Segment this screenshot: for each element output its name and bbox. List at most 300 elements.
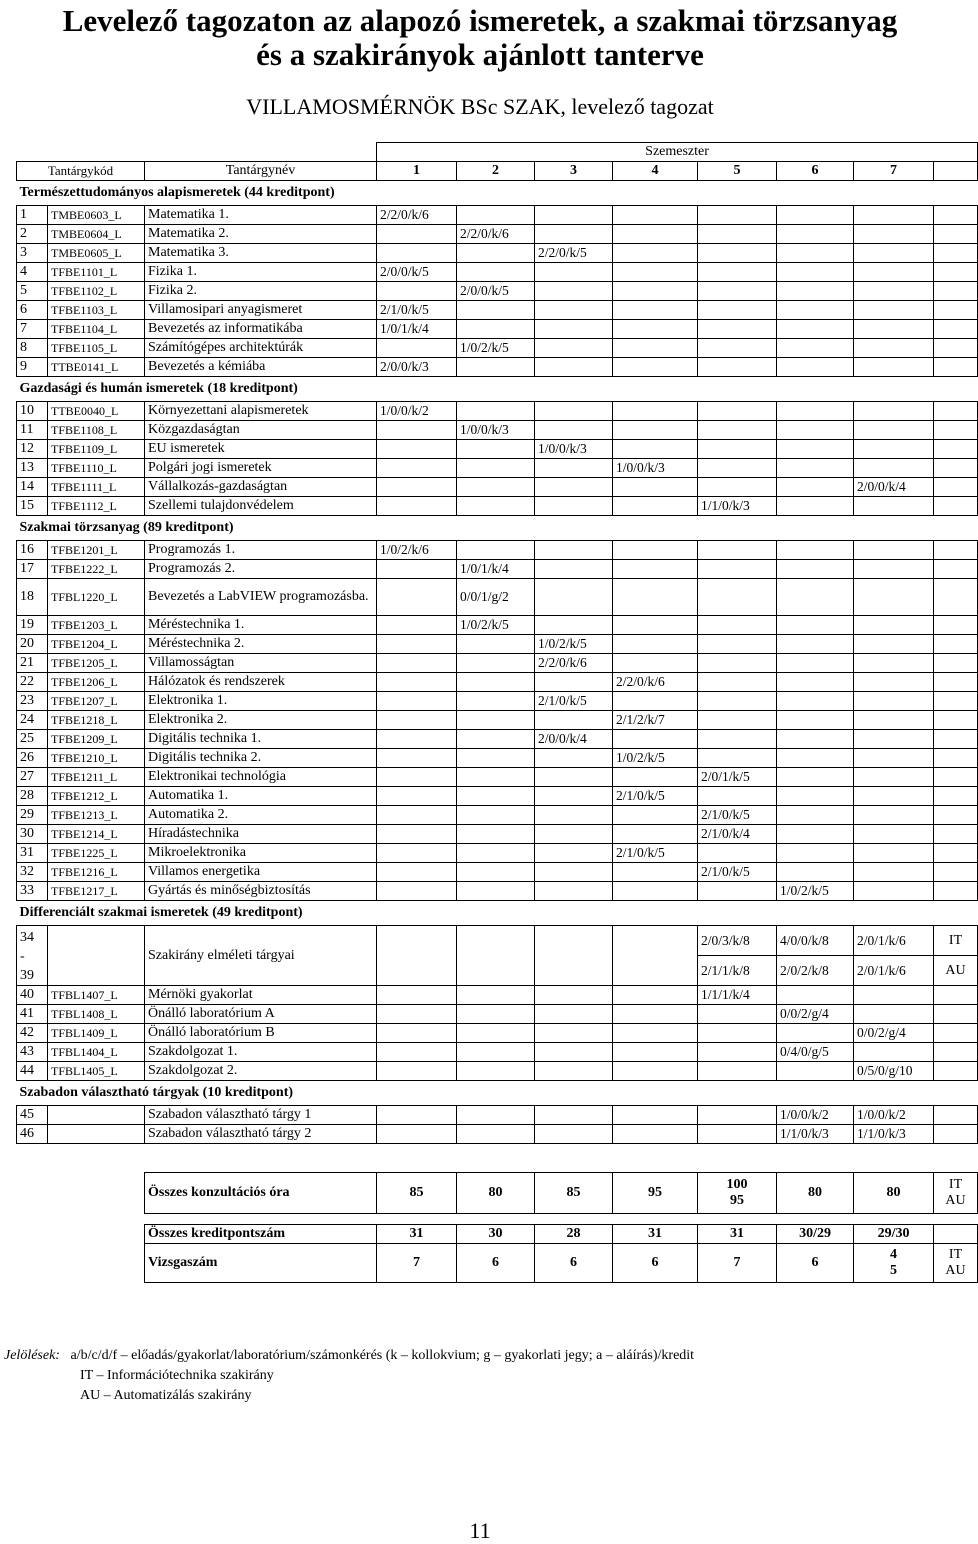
table-cell — [17, 1214, 978, 1225]
semester-value — [854, 986, 934, 1005]
semester-value — [377, 1024, 457, 1043]
semester-number: 4 — [613, 162, 698, 181]
semester-value — [698, 787, 777, 806]
semester-value — [535, 497, 613, 516]
semester-value — [777, 673, 854, 692]
semester-value — [377, 749, 457, 768]
table-cell — [934, 162, 978, 181]
semester-value — [535, 459, 613, 478]
semester-value — [457, 882, 535, 901]
semester-value — [457, 1125, 535, 1144]
semester-value — [854, 402, 934, 421]
semester-value — [854, 825, 934, 844]
semester-value — [854, 692, 934, 711]
table-row — [17, 749, 978, 768]
semester-value — [698, 421, 777, 440]
table-row — [17, 882, 978, 901]
semester-value: 1/0/2/k/5 — [613, 749, 698, 768]
semester-value — [613, 541, 698, 560]
row-number: 4 — [17, 263, 48, 282]
exams-value: 6 — [613, 1244, 698, 1283]
semester-value — [777, 711, 854, 730]
course-name: Bevezetés a kémiába — [145, 358, 377, 377]
row-number: 7 — [17, 320, 48, 339]
semester-value — [613, 1005, 698, 1024]
row-number: 2 — [17, 225, 48, 244]
semester-value — [854, 787, 934, 806]
hours-value — [698, 1173, 777, 1214]
semester-value — [854, 320, 934, 339]
semester-value — [777, 244, 854, 263]
table-cell — [934, 654, 978, 673]
table-cell — [934, 1225, 978, 1244]
semester-value — [854, 421, 934, 440]
section-title: Differenciált szakmai ismeretek (49 kreditpont) — [17, 901, 978, 926]
semester-value — [777, 440, 854, 459]
table-cell — [934, 206, 978, 225]
semester-value — [854, 863, 934, 882]
hours-value: 80 — [777, 1173, 854, 1214]
semester-value — [698, 478, 777, 497]
exams-7a: 4 — [890, 1247, 898, 1262]
semester-value — [777, 768, 854, 787]
course-name: Automatika 1. — [145, 787, 377, 806]
table-cell — [934, 320, 978, 339]
semester-value — [698, 541, 777, 560]
table-cell — [934, 986, 978, 1005]
course-name: Programozás 1. — [145, 541, 377, 560]
semester-value — [377, 1062, 457, 1081]
semester-value — [854, 1043, 934, 1062]
table-cell — [934, 635, 978, 654]
table-row — [17, 206, 978, 225]
semester-value — [535, 787, 613, 806]
semester-value: 1/1/0/k/3 — [698, 497, 777, 516]
table-cell — [934, 711, 978, 730]
semester-value — [613, 358, 698, 377]
course-code: TFBL1407_L — [48, 986, 145, 1005]
exams-label: Vizsgaszám — [145, 1244, 377, 1283]
credits-value: 31 — [698, 1225, 777, 1244]
semester-value — [457, 787, 535, 806]
semester-value: 1/0/2/k/5 — [535, 635, 613, 654]
semester-value — [613, 301, 698, 320]
semester-value — [377, 692, 457, 711]
table-row — [17, 692, 978, 711]
semester-value — [777, 402, 854, 421]
semester-value: 2/0/1/k/6 — [854, 956, 934, 986]
semester-value — [854, 358, 934, 377]
section-row — [17, 516, 978, 541]
semester-value — [377, 730, 457, 749]
row-number: 26 — [17, 749, 48, 768]
semester-value — [777, 497, 854, 516]
course-name: Szakdolgozat 1. — [145, 1043, 377, 1062]
semester-value — [457, 863, 535, 882]
table-cell — [934, 244, 978, 263]
table-row — [17, 654, 978, 673]
semester-value — [854, 730, 934, 749]
semester-value — [777, 263, 854, 282]
semester-value — [535, 1106, 613, 1125]
row-number: 20 — [17, 635, 48, 654]
semester-value — [457, 1024, 535, 1043]
semester-value — [457, 206, 535, 225]
row-number: 10 — [17, 402, 48, 421]
semester-value — [535, 339, 613, 358]
semester-value — [377, 768, 457, 787]
section-row — [17, 901, 978, 926]
course-code: TFBL1405_L — [48, 1062, 145, 1081]
title-line-2: és a szakirányok ajánlott tanterve — [256, 37, 704, 72]
row-number: 24 — [17, 711, 48, 730]
semester-value: 0/0/2/g/4 — [777, 1005, 854, 1024]
course-code — [48, 1106, 145, 1125]
table-cell — [934, 541, 978, 560]
semester-value: 1/0/0/k/2 — [777, 1106, 854, 1125]
semester-value — [457, 825, 535, 844]
code-header: Tantárgykód — [17, 162, 145, 181]
course-code: TFBE1217_L — [48, 882, 145, 901]
title-line-1: Levelező tagozaton az alapozó ismeretek, a szakmai törzsanyag — [62, 3, 898, 38]
table-cell — [934, 440, 978, 459]
semester-value — [854, 301, 934, 320]
semester-value: 2/0/0/k/5 — [457, 282, 535, 301]
table-cell — [934, 825, 978, 844]
semester-value: 1/0/2/k/6 — [377, 541, 457, 560]
semester-value — [613, 440, 698, 459]
semester-value — [698, 692, 777, 711]
semester-value — [613, 1062, 698, 1081]
table-row — [17, 825, 978, 844]
course-name: Programozás 2. — [145, 560, 377, 579]
semester-value — [457, 497, 535, 516]
course-code: TFBL1404_L — [48, 1043, 145, 1062]
table-row — [17, 541, 978, 560]
semester-value — [698, 225, 777, 244]
table-row — [17, 1062, 978, 1081]
semester-value — [457, 478, 535, 497]
row-number: 32 — [17, 863, 48, 882]
semester-value: 2/1/0/k/5 — [613, 844, 698, 863]
semester-value — [613, 263, 698, 282]
semester-value — [854, 225, 934, 244]
semester-value — [613, 320, 698, 339]
semester-value — [613, 282, 698, 301]
table-cell — [934, 263, 978, 282]
semester-value — [535, 402, 613, 421]
semester-value — [535, 301, 613, 320]
semester-value — [613, 986, 698, 1005]
semester-value — [698, 1024, 777, 1043]
semester-value — [377, 1005, 457, 1024]
table-cell — [934, 421, 978, 440]
course-code: TFBE1213_L — [48, 806, 145, 825]
row-number: 18 — [17, 579, 48, 616]
semester-value — [777, 478, 854, 497]
semester-value — [613, 244, 698, 263]
page-number: 11 — [469, 1518, 491, 1543]
semester-value — [854, 206, 934, 225]
semester-value — [535, 1024, 613, 1043]
course-code: TFBE1207_L — [48, 692, 145, 711]
semester-value — [698, 1043, 777, 1062]
row-number: 12 — [17, 440, 48, 459]
semester-value — [777, 730, 854, 749]
semester-value — [535, 282, 613, 301]
table-cell — [934, 768, 978, 787]
section-row — [17, 377, 978, 402]
semester-value — [854, 244, 934, 263]
row-number: 22 — [17, 673, 48, 692]
semester-value — [535, 421, 613, 440]
legend-line-3: AU – Automatizálás szakirány — [80, 1388, 252, 1403]
table-row — [17, 863, 978, 882]
course-name: Matematika 2. — [145, 225, 377, 244]
table-row — [17, 1024, 978, 1043]
legend-line-1: a/b/c/d/f – előadás/gyakorlat/laboratórium/számonkérés (k – kollokvium; g – gyakorlati jegy; a – aláírás)/kredit — [70, 1348, 695, 1363]
course-code: TFBE1203_L — [48, 616, 145, 635]
hours-tag-a: IT — [948, 1177, 963, 1192]
semester-value — [854, 440, 934, 459]
course-code: TFBL1220_L — [48, 579, 145, 616]
table-row — [17, 440, 978, 459]
exams-value: 6 — [535, 1244, 613, 1283]
semester-value — [613, 206, 698, 225]
semester-value — [777, 806, 854, 825]
course-code: TFBE1205_L — [48, 654, 145, 673]
credits-value: 30/29 — [777, 1225, 854, 1244]
hours-5b: 95 — [730, 1193, 745, 1208]
semester-value — [854, 459, 934, 478]
semester-number: 5 — [698, 162, 777, 181]
row-number: 15 — [17, 497, 48, 516]
semester-value — [535, 358, 613, 377]
table-row — [17, 673, 978, 692]
semester-value — [777, 541, 854, 560]
hours-label: Összes konzultációs óra — [145, 1173, 377, 1214]
semester-value — [698, 616, 777, 635]
semester-value — [535, 560, 613, 579]
semester-value: 0/0/2/g/4 — [854, 1024, 934, 1043]
semester-value: 1/0/0/k/3 — [535, 440, 613, 459]
row-number: 33 — [17, 882, 48, 901]
exams-tag-b: AU — [945, 1263, 966, 1278]
course-name: Bevezetés az informatikába — [145, 320, 377, 339]
course-code: TFBE1216_L — [48, 863, 145, 882]
course-name: Digitális technika 2. — [145, 749, 377, 768]
semester-value — [854, 1005, 934, 1024]
semester-value — [457, 1043, 535, 1062]
row-number: 44 — [17, 1062, 48, 1081]
semester-value — [613, 402, 698, 421]
semester-value: 2/1/0/k/4 — [698, 825, 777, 844]
semester-value — [854, 844, 934, 863]
row-number: 27 — [17, 768, 48, 787]
semester-value — [377, 1125, 457, 1144]
semester-value: 2/2/0/k/6 — [535, 654, 613, 673]
row-number: 42 — [17, 1024, 48, 1043]
semester-value — [613, 560, 698, 579]
semester-value — [535, 263, 613, 282]
semester-value — [698, 711, 777, 730]
course-code: TFBE1225_L — [48, 844, 145, 863]
semester-value — [854, 749, 934, 768]
table-row — [17, 301, 978, 320]
semester-value — [777, 863, 854, 882]
semester-value — [854, 711, 934, 730]
course-name: Elektronikai technológia — [145, 768, 377, 787]
course-code: TFBE1104_L — [48, 320, 145, 339]
semester-value — [377, 497, 457, 516]
semester-value — [777, 635, 854, 654]
table-row — [17, 560, 978, 579]
table-cell — [934, 616, 978, 635]
table-cell — [934, 497, 978, 516]
table-cell — [934, 882, 978, 901]
course-name: Önálló laboratórium B — [145, 1024, 377, 1043]
semester-value — [613, 225, 698, 244]
semester-value: 2/1/2/k/7 — [613, 711, 698, 730]
table-cell — [934, 225, 978, 244]
table-row — [17, 787, 978, 806]
course-code: TFBE1210_L — [48, 749, 145, 768]
table-cell — [934, 1173, 978, 1214]
table-row — [17, 616, 978, 635]
semester-value — [535, 749, 613, 768]
semester-value — [854, 560, 934, 579]
semester-value — [613, 579, 698, 616]
exams-value — [854, 1244, 934, 1283]
semester-value — [535, 844, 613, 863]
semester-number: 7 — [854, 162, 934, 181]
legend — [4, 1346, 694, 1406]
table-cell — [934, 806, 978, 825]
exams-value: 6 — [457, 1244, 535, 1283]
semester-value — [698, 244, 777, 263]
table-cell — [934, 730, 978, 749]
semester-value — [698, 263, 777, 282]
semester-value — [854, 806, 934, 825]
semester-value — [535, 579, 613, 616]
semester-value — [377, 787, 457, 806]
row-number: 3 — [17, 244, 48, 263]
hours-value: 80 — [854, 1173, 934, 1214]
semester-value — [613, 497, 698, 516]
semester-value — [535, 1062, 613, 1081]
spec-tag: AU — [934, 956, 978, 986]
table-cell — [934, 478, 978, 497]
semester-value — [535, 1043, 613, 1062]
semester-value — [377, 339, 457, 358]
course-code: TFBL1409_L — [48, 1024, 145, 1043]
semester-value: 1/0/0/k/3 — [457, 421, 535, 440]
table-row — [17, 579, 978, 616]
semester-value: 2/1/0/k/5 — [698, 863, 777, 882]
semester-value: 2/1/0/k/5 — [535, 692, 613, 711]
table-cell — [613, 926, 698, 986]
table-cell — [934, 673, 978, 692]
semester-value — [535, 986, 613, 1005]
course-name: Önálló laboratórium A — [145, 1005, 377, 1024]
semester-value — [613, 339, 698, 358]
course-code: TFBE1109_L — [48, 440, 145, 459]
legend-label: Jelölések: — [4, 1348, 60, 1363]
semester-value: 1/0/1/k/4 — [457, 560, 535, 579]
row-number: 29 — [17, 806, 48, 825]
semester-value — [457, 844, 535, 863]
exams-value: 7 — [377, 1244, 457, 1283]
course-name: Szakirány elméleti tárgyai — [145, 926, 377, 986]
course-name: Villamos energetika — [145, 863, 377, 882]
semester-value — [457, 263, 535, 282]
hours-value: 85 — [535, 1173, 613, 1214]
row-number: 31 — [17, 844, 48, 863]
row-number — [17, 926, 48, 986]
course-name: Hálózatok és rendszerek — [145, 673, 377, 692]
row-number: 28 — [17, 787, 48, 806]
credits-value: 28 — [535, 1225, 613, 1244]
table-row — [17, 339, 978, 358]
semester-value: 1/0/0/k/3 — [613, 459, 698, 478]
semester-value — [854, 882, 934, 901]
semester-value — [457, 320, 535, 339]
course-name: Mérnöki gyakorlat — [145, 986, 377, 1005]
table-cell — [934, 402, 978, 421]
legend-line-2: IT – Információtechnika szakirány — [80, 1368, 274, 1383]
course-name: Automatika 2. — [145, 806, 377, 825]
semester-value — [377, 225, 457, 244]
semester-value — [777, 560, 854, 579]
row-number: 1 — [17, 206, 48, 225]
course-name: Fizika 2. — [145, 282, 377, 301]
course-name: Matematika 1. — [145, 206, 377, 225]
semester-value — [377, 282, 457, 301]
course-name: Szellemi tulajdonvédelem — [145, 497, 377, 516]
semester-value — [377, 1043, 457, 1062]
course-code: TFBE1222_L — [48, 560, 145, 579]
table-cell — [934, 863, 978, 882]
semester-value — [613, 768, 698, 787]
semester-value — [698, 844, 777, 863]
semester-value — [777, 1024, 854, 1043]
table-cell — [934, 1043, 978, 1062]
course-code: TFBE1214_L — [48, 825, 145, 844]
semester-value — [854, 768, 934, 787]
semester-value — [377, 616, 457, 635]
table-cell — [934, 1024, 978, 1043]
semester-value — [777, 825, 854, 844]
semester-value — [613, 882, 698, 901]
semester-value: 2/1/0/k/5 — [698, 806, 777, 825]
semester-value — [698, 358, 777, 377]
hours-value: 95 — [613, 1173, 698, 1214]
section-title: Szakmai törzsanyag (89 kreditpont) — [17, 516, 978, 541]
semester-value — [698, 882, 777, 901]
course-name: Villamosságtan — [145, 654, 377, 673]
semester-value — [613, 1106, 698, 1125]
semester-value — [698, 206, 777, 225]
semester-value — [377, 560, 457, 579]
course-name: Bevezetés a LabVIEW programozásba. — [145, 579, 377, 616]
course-code: TFBE1209_L — [48, 730, 145, 749]
semester-value — [698, 730, 777, 749]
semester-value — [613, 478, 698, 497]
semester-value: 1/1/0/k/3 — [777, 1125, 854, 1144]
row-number: 17 — [17, 560, 48, 579]
table-row — [17, 143, 978, 162]
semester-value — [854, 654, 934, 673]
